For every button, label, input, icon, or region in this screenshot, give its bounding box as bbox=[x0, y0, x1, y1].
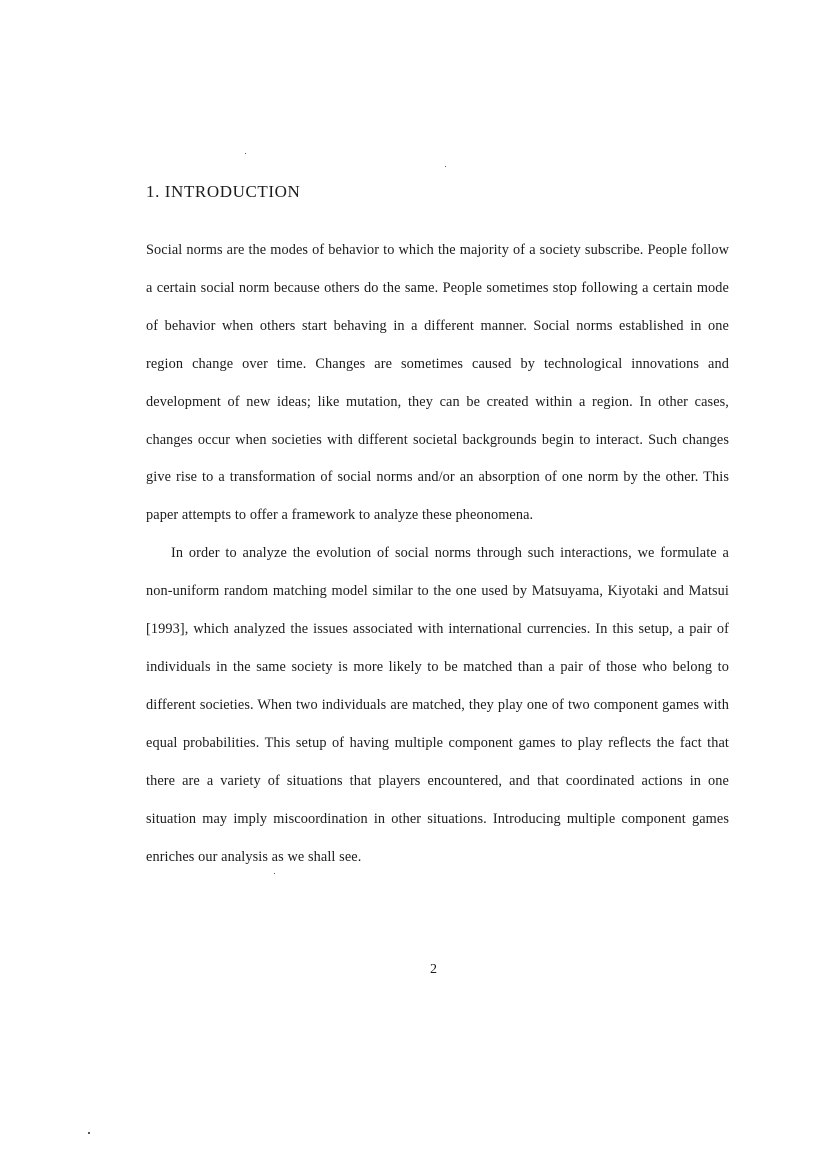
scan-speck bbox=[445, 166, 446, 167]
body-text bbox=[146, 232, 729, 876]
scan-speck bbox=[88, 1132, 90, 1134]
paragraph-2: In order to analyze the evolution of social norms through such interactions, we formulate a non-uniform random matching model similar to the one used by Matsuyama, Kiyotaki and Matsui [1993], which analyzed the issues associated with international currencies. In this setup, a pair of individuals in the same society is more likely to be matched than a pair of those who belong to different societies. When two individuals are matched, they play one of two component games with equal probabilities. This setup of having multiple component games to play reflects the fact that there are a variety of situations that players encountered, and that coordinated actions in one situation may imply miscoordination in other situations. Introducing multiple component games enriches our analysis as we shall see. bbox=[146, 545, 729, 865]
scan-speck bbox=[245, 153, 246, 154]
page-number: 2 bbox=[430, 962, 437, 977]
section-heading: 1. INTRODUCTION bbox=[146, 182, 301, 201]
paragraph-1: Social norms are the modes of behavior to which the majority of a society subscribe. People follow a certain social norm because others do the same. People sometimes stop following a certain mode of behavior when others start behaving in a different manner. Social norms established in one region change over time. Changes are sometimes caused by technological innovations and development of new ideas; like mutation, they can be created within a region. In other cases, changes occur when societies with different societal backgrounds begin to interact. Such changes give rise to a transformation of social norms and/or an absorption of one norm by the other. This paper attempts to offer a framework to analyze these pheonomena. bbox=[146, 242, 729, 524]
